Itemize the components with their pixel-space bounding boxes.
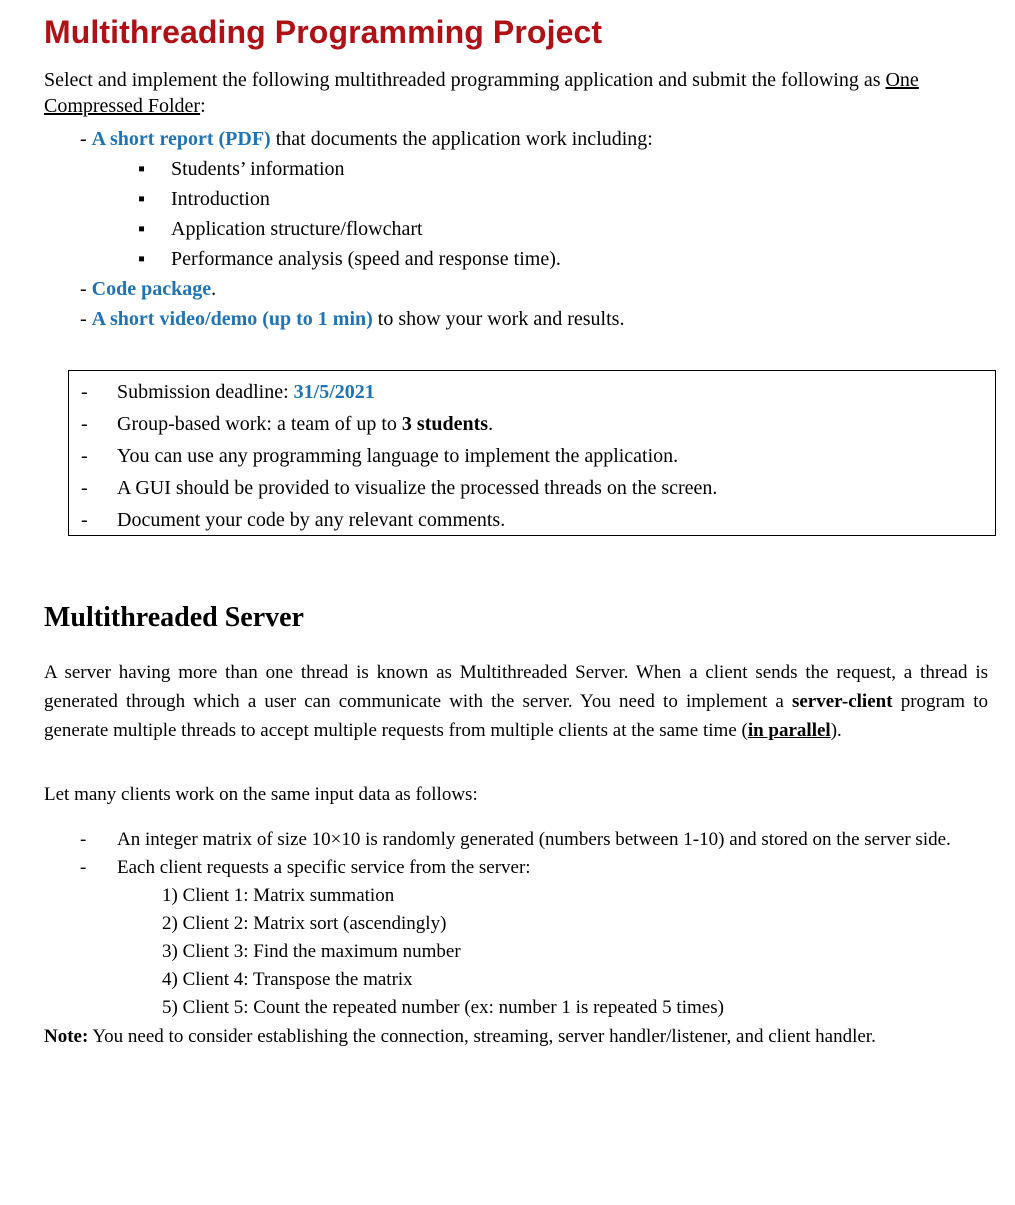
- deliverable-video-desc: to show your work and results.: [372, 308, 625, 330]
- deadline-label: Submission deadline:: [117, 381, 294, 403]
- para-part2: program to generate multiple threads to accept multiple requests from multiple clients at the same time (: [44, 691, 988, 741]
- group-end: .: [488, 413, 494, 435]
- dash: -: [80, 278, 92, 300]
- deliverable-code-title: Code package: [91, 278, 212, 300]
- para-part3: ).: [830, 720, 842, 741]
- dash: -: [80, 128, 92, 150]
- deliverable-video: [80, 304, 980, 334]
- rules-list: [81, 376, 717, 536]
- section-heading: Multithreaded Server: [44, 602, 304, 633]
- intro-colon: :: [200, 95, 206, 117]
- rules-box: [68, 370, 996, 536]
- deliverable-code: [80, 274, 980, 304]
- deliverable-report-desc: that documents the application work including:: [270, 128, 653, 150]
- client-item: 2) Client 2: Matrix sort (ascendingly): [162, 913, 447, 934]
- deliverables-list: [80, 124, 980, 334]
- client-item: 1) Client 1: Matrix summation: [162, 885, 395, 906]
- client-numbered-list: [117, 882, 990, 1022]
- group-text: Group-based work: a team of up to: [117, 413, 402, 435]
- rule-deadline: [81, 376, 717, 408]
- deadline-value: 31/5/2021: [293, 381, 375, 403]
- group-size: 3 students: [401, 413, 489, 435]
- report-item: ▪ Performance analysis (speed and response time).: [80, 244, 980, 274]
- report-item: ▪ Application structure/flowchart: [80, 214, 980, 244]
- report-item: ▪ Introduction: [80, 184, 980, 214]
- deliverable-report-title: A short report (PDF): [91, 128, 271, 150]
- rule-gui: - A GUI should be provided to visualize the processed threads on the screen.: [81, 472, 717, 504]
- para-bold: server-client: [791, 691, 893, 712]
- rule-language: - You can use any programming language to implement the application.: [81, 440, 717, 472]
- note-paragraph: [44, 1022, 988, 1051]
- compressed-folder-text: One Compressed Folder: [44, 69, 919, 117]
- client-item: 3) Client 3: Find the maximum number: [162, 941, 461, 962]
- deliverable-code-desc: .: [211, 278, 217, 300]
- dash: -: [80, 308, 92, 330]
- intro-text: Select and implement the following multithreaded programming application and submit the following as: [44, 69, 886, 91]
- note-label: Note:: [44, 1026, 89, 1047]
- intro-paragraph: [44, 67, 984, 119]
- client-service-bullet: [80, 854, 990, 1022]
- rule-group: [81, 408, 717, 440]
- report-item: ▪ Students’ information: [80, 154, 980, 184]
- client-item: 4) Client 4: Transpose the matrix: [162, 969, 413, 990]
- deliverable-video-title: A short video/demo (up to 1 min): [91, 308, 373, 330]
- para-part1: A server having more than one thread is known as Multithreaded Server. When a client sends the request, a thread is generated through which a user can communicate with the server. You need to implement a: [44, 662, 988, 712]
- client-service-text: Each client requests a specific service from the server:: [117, 857, 531, 878]
- clients-list: [80, 826, 990, 1022]
- client-item: 5) Client 5: Count the repeated number (ex: number 1 is repeated 5 times): [162, 997, 724, 1018]
- matrix-bullet: - An integer matrix of size 10×10 is randomly generated (numbers between 1-10) and stored on the server side.: [80, 826, 990, 854]
- page-title: Multithreading Programming Project: [44, 14, 603, 50]
- deliverable-report: [80, 124, 980, 274]
- report-contents-list: [80, 154, 980, 274]
- clients-intro: Let many clients work on the same input data as follows:: [44, 784, 478, 805]
- para-in-parallel: in parallel: [747, 720, 831, 741]
- rule-document: - Document your code by any relevant comments.: [81, 504, 717, 536]
- note-text: You need to consider establishing the connection, streaming, server handler/listener, and client handler.: [88, 1026, 876, 1047]
- server-paragraph: [44, 658, 988, 745]
